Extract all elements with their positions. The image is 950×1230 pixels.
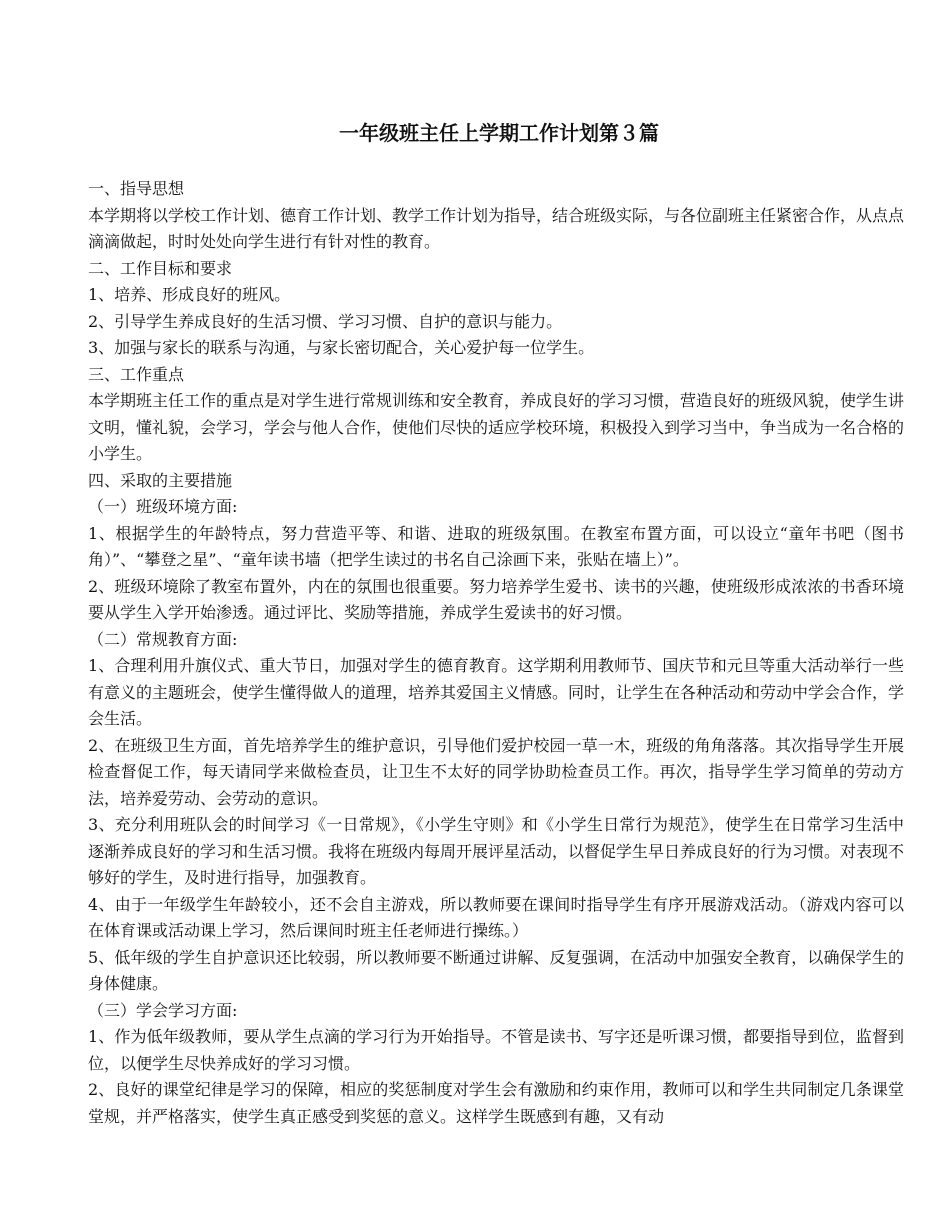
paragraph: 1、合理利用升旗仪式、重大节日，加强对学生的德育教育。这学期利用教师节、国庆节和元旦等重大活动举行一些有意义的主题班会，使学生懂得做人的道理，培养其爱国主义情感。同时，让学生在各种活动和劳动中学会合作，学会生活。 [88, 656, 905, 728]
paragraph: 本学期将以学校工作计划、德育工作计划、教学工作计划为指导，结合班级实际，与各位副班主任紧密合作，从点点滴滴做起，时时处处向学生进行有针对性的教育。 [88, 205, 905, 251]
paragraph: 1、作为低年级教师，要从学生点滴的学习行为开始指导。不管是读书、写字还是听课习惯，都要指导到位，监督到位，以便学生尽快养成好的学习习惯。 [88, 1027, 904, 1073]
paragraph: 3、加强与家长的联系与沟通，与家长密切配合，关心爱护每一位学生。 [88, 338, 595, 357]
document-body [88, 176, 904, 1130]
paragraph: 2、在班级卫生方面，首先培养学生的维护意识，引导他们爱护校园一草一木，班级的角角落落。其次指导学生开展检查督促工作，每天请同学来做检查员，让卫生不太好的同学协助检查员工作。再次，指导学生学习简单的劳动方法，培养爱劳动、会劳动的意识。 [88, 735, 904, 808]
paragraph: 一、指导思想 [88, 179, 185, 198]
document-title: 一年级班主任上学期工作计划第３篇 [339, 121, 659, 145]
paragraph: （三）学会学习方面: [88, 1000, 238, 1020]
paragraph: 1、根据学生的年龄特点，努力营造平等、和谐、进取的班级氛围。在教室布置方面，可以设立“童年书吧（图书角）”、“攀登之星”、“童年读书墙（把学生读过的书名自己涂画下来，张贴在墙上）”。 [88, 523, 904, 569]
paragraph: 3、充分利用班队会的时间学习《一日常规》，《小学生守则》和《小学生日常行为规范》，使学生在日常学习生活中逐渐养成良好的学习和生活习惯。我将在班级内每周开展评星活动，以督促学生早日养成良好的行为习惯。对表现不够好的学生，及时进行指导，加强教育。 [88, 815, 905, 887]
paragraph: 4、由于一年级学生年龄较小，还不会自主游戏，所以教师要在课间时指导学生有序开展游戏活动。（游戏内容可以在体育课或活动课上学习，然后课间时班主任老师进行操练。） [88, 894, 904, 940]
paragraph: 四、采取的主要措施 [88, 470, 233, 490]
paragraph: 1、培养、形成良好的班风。 [88, 285, 291, 304]
paragraph: 2、引导学生养成良好的生活习惯、学习习惯、自护的意识与能力。 [88, 311, 563, 331]
paragraph: 本学期班主任工作的重点是对学生进行常规训练和安全教育，养成良好的学习习惯，营造良好的班级风貌，使学生讲文明，懂礼貌，会学习，学会与他人合作，使他们尽快的适应学校环境，积极投入到学习当中，争当成为一名合格的小学生。 [88, 391, 905, 463]
paragraph: 2、班级环境除了教室布置外，内在的氛围也很重要。努力培养学生爱书、读书的兴趣，使班级形成浓浓的书香环境要从学生入学开始渗透。通过评比、奖励等措施，养成学生爱读书的好习惯。 [88, 576, 904, 622]
document-page [88, 118, 904, 1130]
paragraph: 2、良好的课堂纪律是学习的保障，相应的奖惩制度对学生会有激励和约束作用，教师可以和学生共同制定几条课堂堂规，并严格落实，使学生真正感受到奖惩的意义。这样学生既感到有趣，又有动 [88, 1080, 904, 1126]
paragraph: 5、低年级的学生自护意识还比较弱，所以教师要不断通过讲解、反复强调，在活动中加强安全教育，以确保学生的身体健康。 [88, 947, 904, 993]
paragraph: （一）班级环境方面: [88, 497, 238, 516]
paragraph: 三、工作重点 [88, 364, 185, 384]
paragraph: 二、工作目标和要求 [88, 258, 233, 278]
paragraph: （二）常规教育方面: [88, 629, 238, 649]
